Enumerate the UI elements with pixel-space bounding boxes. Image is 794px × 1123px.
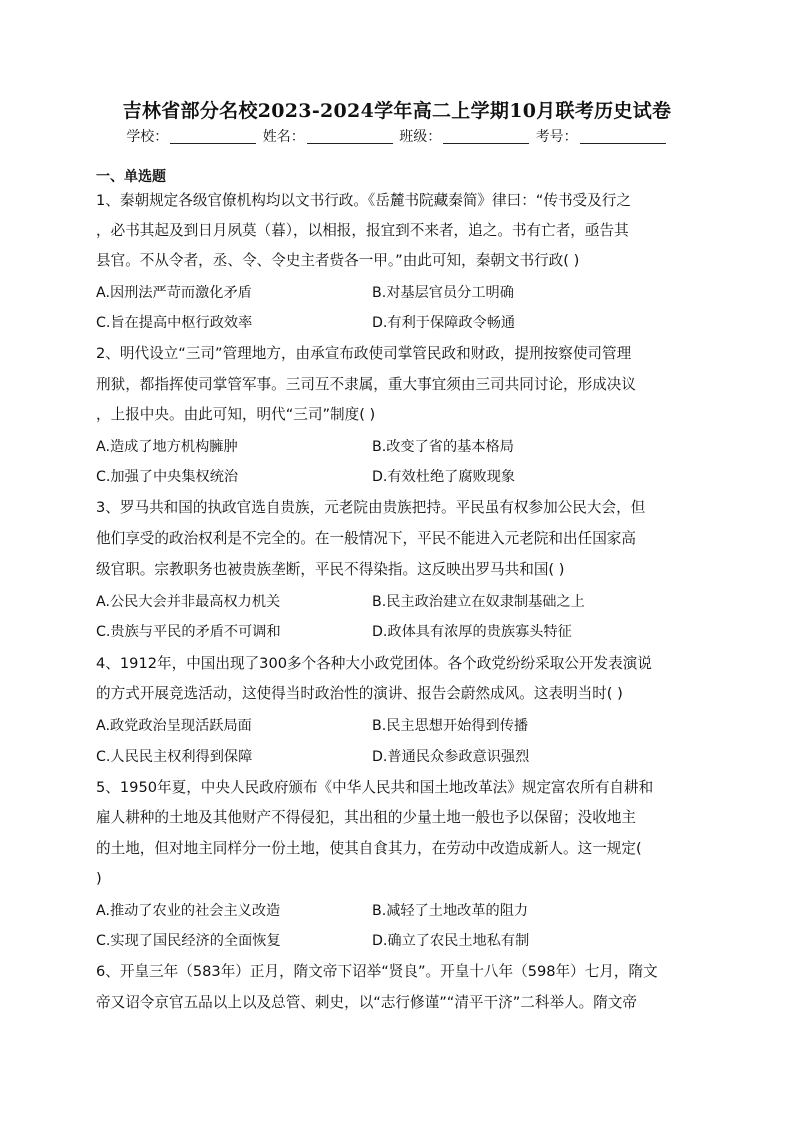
question-5-option-a[interactable]: A.推动了农业的社会主义改造	[96, 903, 281, 919]
question-4-option-a[interactable]: A.政党政治呈现活跃局面	[96, 718, 252, 734]
student-info-row	[0, 126, 794, 146]
question-1-option-a[interactable]: A.因刑法严苛而激化矛盾	[96, 285, 252, 301]
class-blank[interactable]	[443, 129, 529, 144]
question-5-line-2: 雇人耕种的土地及其他财产不得侵犯，其出租的少量土地一般也予以保留；没收地主	[96, 809, 636, 826]
question-3-line-1: 3、罗马共和国的执政官选自贵族，元老院由贵族把持。平民虽有权参加公民大会，但	[96, 499, 646, 516]
question-5-line-4: )	[96, 870, 102, 887]
question-5-option-b[interactable]: B.减轻了土地改革的阻力	[372, 903, 529, 919]
school-blank[interactable]	[170, 129, 256, 144]
school-label: 学校：	[126, 129, 169, 145]
question-2-line-3: ，上报中央。由此可知，明代“三司”制度( )	[96, 406, 376, 423]
section-heading: 一、单选题	[96, 169, 166, 185]
question-1-option-d[interactable]: D.有利于保障政令畅通	[372, 315, 516, 331]
question-2-option-b[interactable]: B.改变了省的基本格局	[372, 439, 514, 455]
page-title: 吉林省部分名校2023-2024学年高二上学期10月联考历史试卷	[122, 100, 672, 122]
question-5-option-d[interactable]: D.确立了农民土地私有制	[372, 933, 530, 949]
question-4-option-b[interactable]: B.民主思想开始得到传播	[372, 718, 529, 734]
question-1-line-1: 1、秦朝规定各级官僚机构均以文书行政。《岳麓书院藏秦简》律曰：“传书受及行之	[96, 192, 631, 209]
question-2-option-a[interactable]: A.造成了地方机构臃肿	[96, 439, 238, 455]
class-label: 班级：	[399, 129, 442, 145]
question-4-option-c[interactable]: C.人民民主权利得到保障	[96, 749, 253, 765]
question-2-option-c[interactable]: C.加强了中央集权统治	[96, 469, 239, 485]
question-2-line-2: 刑狱，都指挥使司掌管军事。三司互不隶属，重大事宜须由三司共同讨论，形成决议	[96, 376, 636, 393]
question-4-option-d[interactable]: D.普通民众参政意识强烈	[372, 749, 530, 765]
question-1-option-c[interactable]: C.旨在提高中枢行政效率	[96, 315, 253, 331]
question-3-option-d[interactable]: D.政体具有浓厚的贵族寡头特征	[372, 624, 572, 640]
number-blank[interactable]	[580, 129, 666, 144]
question-6-line-1: 6、开皇三年（583年）正月，隋文帝下诏举“贤良”。开皇十八年（598年）七月，隋文	[96, 963, 658, 980]
question-5-line-1: 5、1950年夏，中央人民政府颁布《中华人民共和国土地改革法》规定富农所有自耕和	[96, 779, 654, 796]
question-1-line-2: ，必书其起及到日月夙莫（暮），以相报，报宜到不来者，追之。书有亡者，亟告其	[96, 222, 629, 239]
question-1-option-b[interactable]: B.对基层官员分工明确	[372, 285, 514, 301]
name-blank[interactable]	[307, 129, 393, 144]
question-1-line-3: 县官。不从令者，丞、令、令史主者赀各一甲。”由此可知，秦朝文书行政( )	[96, 252, 580, 269]
question-3-line-2: 他们享受的政治权利是不完全的。在一般情况下，平民不能进入元老院和出任国家高	[96, 530, 636, 547]
question-4-line-1: 4、1912年，中国出现了300多个各种大小政党团体。各个政党纷纷采取公开发表演说	[96, 655, 652, 672]
question-2-option-d[interactable]: D.有效杜绝了腐败现象	[372, 469, 516, 485]
question-2-line-1: 2、明代设立“三司”管理地方，由承宣布政使司掌管民政和财政，提刑按察使司管理	[96, 345, 632, 362]
name-label: 姓名：	[262, 129, 305, 145]
question-3-line-3: 级官职。宗教职务也被贵族垄断，平民不得染指。这反映出罗马共和国( )	[96, 561, 565, 578]
question-5-option-c[interactable]: C.实现了国民经济的全面恢复	[96, 933, 281, 949]
question-6-line-2: 帝又诏令京官五品以上以及总管、刺史，以“志行修谨”“清平干济”二科举人。隋文帝	[96, 994, 638, 1011]
number-label: 考号：	[535, 129, 578, 145]
question-3-option-b[interactable]: B.民主政治建立在奴隶制基础之上	[372, 594, 585, 610]
question-5-line-3: 的土地，但对地主同样分一份土地，使其自食其力，在劳动中改造成新人。这一规定(	[96, 840, 642, 857]
question-3-option-c[interactable]: C.贵族与平民的矛盾不可调和	[96, 624, 281, 640]
question-3-option-a[interactable]: A.公民大会并非最高权力机关	[96, 594, 281, 610]
question-4-line-2: 的方式开展竞选活动，这使得当时政治性的演讲、报告会蔚然成风。这表明当时( )	[96, 685, 623, 702]
